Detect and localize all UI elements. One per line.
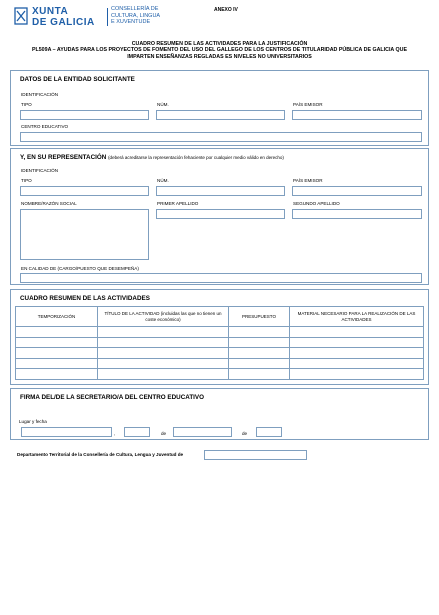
- table-row: [16, 369, 424, 380]
- firma-section-title: FIRMA DEL/DE LA SECRETARIO/A DEL CENTRO EDUCATIVO: [20, 394, 205, 401]
- table-cell[interactable]: [290, 337, 424, 348]
- table-cell[interactable]: [290, 327, 424, 338]
- representacion-section-title: Y, EN SU REPRESENTACIÓN (deberá acreditarse la representación fehaciente por cualquier medio válido en derecho): [20, 154, 284, 161]
- col-presupuesto: PRESUPUESTO: [229, 307, 290, 327]
- centro-educativo-label: CENTRO EDUCATIVO: [21, 124, 69, 129]
- table-cell[interactable]: [98, 369, 229, 380]
- entidad-section: [10, 70, 429, 146]
- tipo-field[interactable]: [20, 110, 149, 120]
- tipo-label: TIPO: [21, 102, 32, 107]
- logo-text-galicia: DE GALICIA: [32, 17, 95, 28]
- actividades-section-title: CUADRO RESUMEN DE LAS ACTIVIDADES: [20, 295, 150, 302]
- xunta-logo: [14, 6, 174, 28]
- table-cell[interactable]: [229, 358, 290, 369]
- entidad-section-title: DATOS DE LA ENTIDAD SOLICITANTE: [20, 76, 135, 83]
- table-cell[interactable]: [16, 358, 98, 369]
- pais-emisor-label: PAÍS EMISOR: [293, 102, 323, 107]
- logo-text-xunta: XUNTA: [32, 6, 69, 17]
- rep-tipo-field[interactable]: [20, 186, 149, 196]
- representacion-note: (deberá acreditarse la representación fehaciente por cualquier medio válido en derecho): [108, 155, 284, 160]
- rep-identificacion-label: IDENTIFICACIÓN: [21, 168, 59, 173]
- table-row: [16, 348, 424, 359]
- rep-pais-emisor-field[interactable]: [292, 186, 422, 196]
- anio-field[interactable]: [256, 427, 282, 437]
- document-subtitle-line2: IMPARTEN ENSEÑANZAS REGLADAS ES NIVELES NO UNIVERSITARIOS: [127, 54, 312, 60]
- logo-divider: [107, 8, 108, 26]
- document-subtitle-line1: PL509A – AYUDAS PARA LOS PROYECTOS DE FOMENTO DEL USO DEL GALLEGO DE LOS CENTROS DE TITULARIDAD PÚBLICA DE GALICIA QUE: [31, 47, 408, 53]
- lugar-field[interactable]: [21, 427, 112, 437]
- segundo-apellido-label: SEGUNDO APELLIDO: [293, 201, 340, 206]
- col-titulo-actividad: TÍTULO DE LA ACTIVIDAD (incluidas las que no tienen un coste económico): [98, 307, 229, 327]
- table-cell[interactable]: [229, 348, 290, 359]
- table-cell[interactable]: [16, 369, 98, 380]
- table-cell[interactable]: [16, 337, 98, 348]
- table-row: [16, 337, 424, 348]
- primer-apellido-field[interactable]: [156, 209, 285, 219]
- table-cell[interactable]: [98, 327, 229, 338]
- xunta-emblem-icon: [14, 7, 28, 25]
- table-cell[interactable]: [290, 369, 424, 380]
- firma-section: [10, 388, 429, 440]
- departamento-territorial-field[interactable]: [204, 450, 307, 460]
- representacion-section: [10, 148, 429, 285]
- rep-num-label: NÚM.: [157, 178, 169, 183]
- identificacion-label: IDENTIFICACIÓN: [21, 92, 59, 97]
- table-cell[interactable]: [98, 348, 229, 359]
- rep-pais-emisor-label: PAÍS EMISOR: [293, 178, 323, 183]
- mes-field[interactable]: [173, 427, 232, 437]
- calidad-de-field[interactable]: [20, 273, 422, 283]
- col-temporizacion: TEMPORIZACIÓN: [16, 307, 98, 327]
- table-cell[interactable]: [98, 337, 229, 348]
- table-cell[interactable]: [229, 369, 290, 380]
- actividades-table: [15, 306, 424, 380]
- table-cell[interactable]: [16, 327, 98, 338]
- document-title: CUADRO RESUMEN DE LAS ACTIVIDADES PARA LA JUSTIFICACIÓN: [131, 41, 308, 47]
- comma-separator: ,: [114, 431, 116, 436]
- table-cell[interactable]: [98, 358, 229, 369]
- table-row: [16, 358, 424, 369]
- lugar-fecha-label: Lugar y fecha: [19, 419, 47, 424]
- rep-tipo-label: TIPO: [21, 178, 32, 183]
- table-row: [16, 327, 424, 338]
- col-material-necesario: MATERIAL NECESARIO PARA LA REALIZACIÓN DE LAS ACTIVIDADES: [290, 307, 424, 327]
- nombre-razon-social-label: NOMBRE/RAZÓN SOCIAL: [21, 201, 77, 206]
- anexo-label: ANEXO IV: [214, 7, 238, 13]
- conselleria-name: CONSELLERÍA DE CULTURA, LINGUA E XUVENTUDE: [111, 6, 161, 25]
- actividades-section: [10, 289, 429, 385]
- departamento-territorial-label: Departamento Territorial de la Consellería de Cultura, Lengua y Juventud de: [17, 452, 184, 457]
- de-label-1: de: [161, 431, 167, 436]
- primer-apellido-label: PRIMER APELLIDO: [157, 201, 199, 206]
- table-cell[interactable]: [290, 348, 424, 359]
- num-label: NÚM.: [157, 102, 169, 107]
- table-header-row: [16, 307, 424, 327]
- calidad-de-label: EN CALIDAD DE (CARGO/PUESTO QUE DESEMPEÑA): [21, 266, 139, 271]
- dia-field[interactable]: [124, 427, 150, 437]
- segundo-apellido-field[interactable]: [292, 209, 422, 219]
- pais-emisor-field[interactable]: [292, 110, 422, 120]
- table-cell[interactable]: [16, 348, 98, 359]
- nombre-razon-social-field[interactable]: [20, 209, 149, 260]
- rep-num-field[interactable]: [156, 186, 285, 196]
- num-field[interactable]: [156, 110, 285, 120]
- de-label-2: de: [242, 431, 248, 436]
- table-cell[interactable]: [290, 358, 424, 369]
- table-cell[interactable]: [229, 337, 290, 348]
- centro-educativo-field[interactable]: [20, 132, 422, 142]
- table-cell[interactable]: [229, 327, 290, 338]
